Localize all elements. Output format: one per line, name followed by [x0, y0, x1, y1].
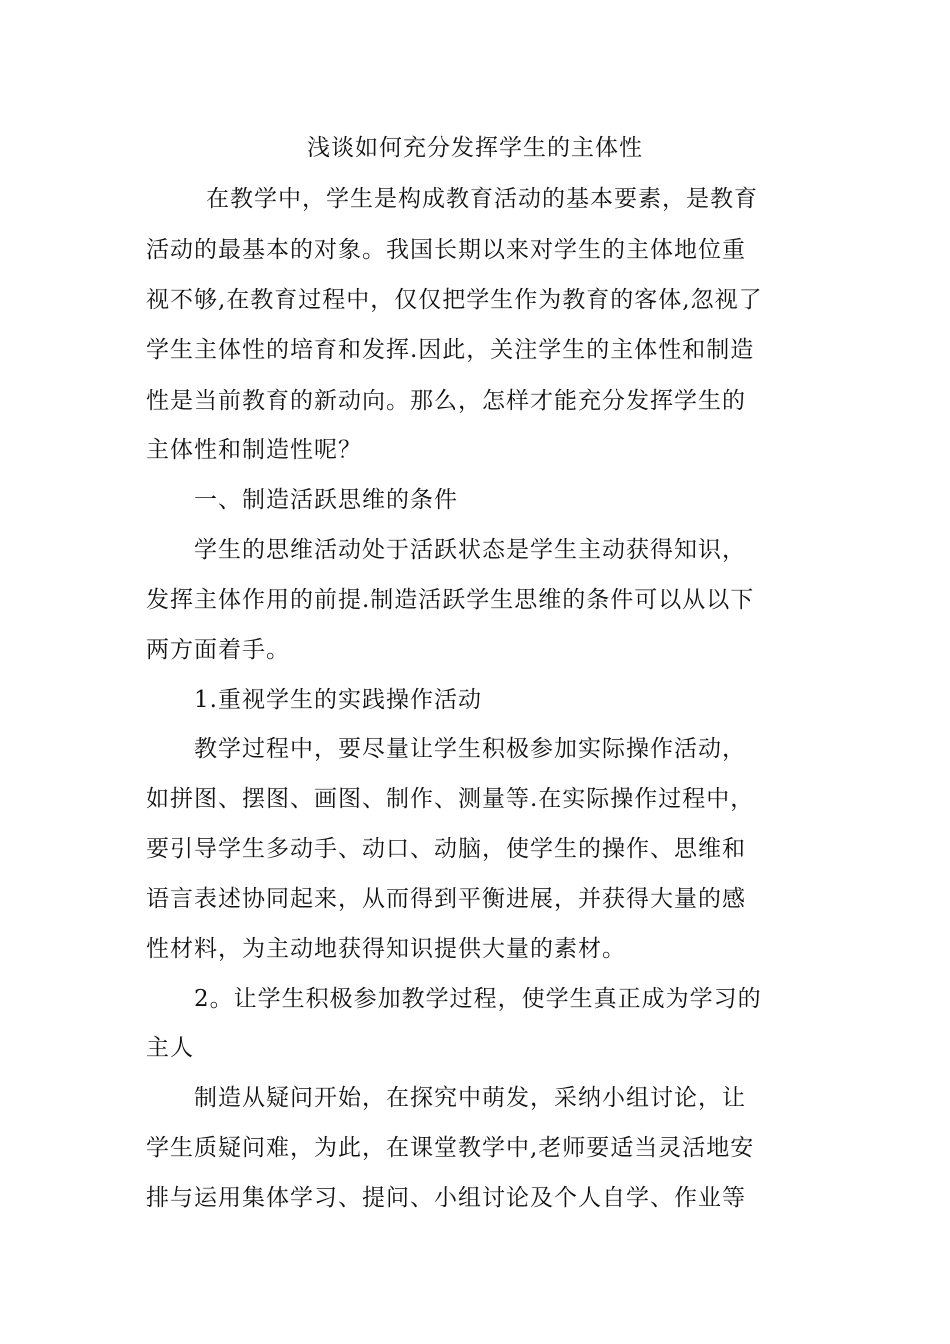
paragraph-line: 如拼图、摆图、画图、制作、测量等.在实际操作过程中， — [146, 786, 755, 812]
paragraph-line: 发挥主体作用的前提.制造活跃学生思维的条件可以从以下 — [146, 587, 755, 613]
paragraph-line: 主体性和制造性呢？ — [146, 437, 362, 463]
paragraph-line: 语言表述协同起来，从而得到平衡进展，并获得大量的感 — [146, 886, 746, 912]
paragraph-line: 教学过程中，要尽量让学生积极参加实际操作活动， — [194, 736, 746, 762]
paragraph-line: 学生主体性的培育和发挥.因此，关注学生的主体性和制造 — [146, 337, 755, 363]
document-title: 浅谈如何充分发挥学生的主体性 — [307, 135, 643, 161]
subsection-heading-continued: 主人 — [146, 1035, 194, 1061]
paragraph-line: 排与运用集体学习、提问、小组讨论及个人自学、作业等 — [146, 1185, 746, 1211]
paragraph-line: 学生的思维活动处于活跃状态是学生主动获得知识， — [194, 537, 746, 563]
paragraph-line: 活动的最基本的对象。我国长期以来对学生的主体地位重 — [146, 237, 746, 263]
paragraph-line: 两方面着手。 — [146, 637, 290, 663]
paragraph-line: 在教学中，学生是构成教育活动的基本要素，是教育 — [206, 186, 758, 212]
paragraph-line: 要引导学生多动手、动口、动脑，使学生的操作、思维和 — [146, 836, 746, 862]
paragraph-line: 视不够,在教育过程中，仅仅把学生作为教育的客体,忽视了 — [146, 287, 763, 313]
section-heading: 一、制造活跃思维的条件 — [194, 487, 458, 513]
paragraph-line: 学生质疑问难，为此，在课堂教学中,老师要适当灵活地安 — [146, 1135, 755, 1161]
paragraph-line: 性材料，为主动地获得知识提供大量的素材。 — [146, 936, 626, 962]
subsection-heading: 1.重视学生的实践操作活动 — [194, 687, 482, 713]
paragraph-line: 制造从疑问开始，在探究中萌发，采纳小组讨论，让 — [194, 1085, 746, 1111]
paragraph-line: 性是当前教育的新动向。那么，怎样才能充分发挥学生的 — [146, 388, 746, 414]
subsection-heading: 2。让学生积极参加教学过程，使学生真正成为学习的 — [194, 986, 762, 1012]
